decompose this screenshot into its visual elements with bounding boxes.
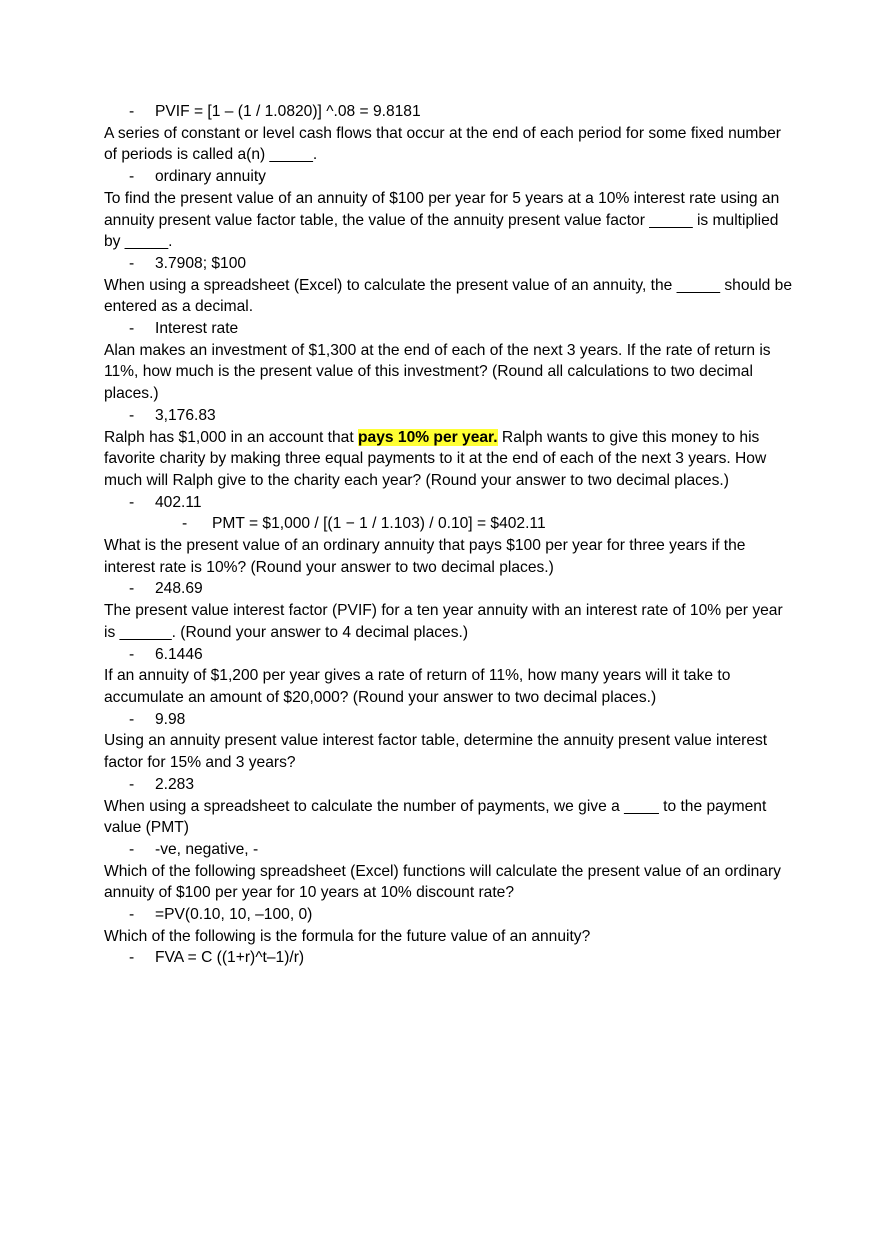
answer-item [104, 253, 794, 275]
question-item: If an annuity of $1,200 per year gives a rate of return of 11%, how many years will it take to accumulate an amount of $20,000? (Round your answer to two decimal places.) [104, 667, 731, 706]
answer-item [104, 318, 794, 340]
answer-text: 402.11 [155, 493, 202, 511]
answer-text: Interest rate [155, 320, 239, 338]
bullet-dash: - [129, 168, 135, 186]
answer-text: 3,176.83 [155, 406, 216, 424]
answer-item [104, 101, 794, 123]
answer-item [104, 709, 794, 731]
qa-list [104, 101, 794, 969]
answer-text: 3.7908; $100 [155, 254, 247, 272]
answer-item [104, 947, 794, 969]
answer-text: 2.283 [155, 775, 195, 793]
answer-item [104, 839, 794, 861]
bullet-dash: - [129, 580, 135, 598]
bullet-dash: - [129, 103, 135, 120]
highlighted-text: pays 10% per year. [358, 428, 498, 446]
answer-text: PMT = $1,000 / [(1 − 1 / 1.103) / 0.10] = $402.11 [212, 515, 546, 533]
bullet-dash: - [129, 493, 135, 511]
question-item: Alan makes an investment of $1,300 at the end of each of the next 3 years. If the rate of return is 11%, how much is the present value of this investment? (Round all calculations to two decimal places.) [104, 341, 771, 403]
answer-text: PVIF = [1 – (1 / 1.0820)] ^.08 = 9.8181 [155, 103, 421, 120]
answer-item [104, 578, 794, 600]
sub-answer-item [104, 513, 794, 535]
question-item-highlighted [104, 427, 794, 492]
answer-item [104, 166, 794, 188]
answer-text: 248.69 [155, 580, 203, 598]
answer-item [104, 904, 794, 926]
bullet-dash: - [129, 840, 135, 858]
question-item: When using a spreadsheet (Excel) to calculate the present value of an annuity, the _____ should be entered as a decimal. [104, 276, 793, 316]
question-item: A series of constant or level cash flows that occur at the end of each period for some fixed number of periods is called a(n) _____. [104, 124, 781, 164]
bullet-dash: - [129, 775, 135, 793]
question-text-after: Ralph wants to give this money to his favorite charity by making three equal payments to it at the end of each of the next 3 years. How much will Ralph give to the charity each year? (Round your answer to two decimal places.) [104, 428, 767, 489]
question-item: Using an annuity present value interest factor table, determine the annuity present value interest factor for 15% and 3 years? [104, 732, 768, 772]
bullet-dash: - [129, 320, 135, 338]
answer-text: FVA = C ((1+r)^t–1)/r) [155, 949, 305, 967]
answer-text: =PV(0.10, 10, –100, 0) [155, 906, 313, 924]
bullet-dash: - [129, 645, 135, 663]
question-item: What is the present value of an ordinary annuity that pays $100 per year for three years if the interest rate is 10%? (Round your answer to two decimal places.) [104, 537, 746, 576]
bullet-dash: - [129, 254, 135, 272]
question-item: The present value interest factor (PVIF) for a ten year annuity with an interest rate of 10% per year is ______. (Round your answer to 4 decimal places.) [104, 602, 783, 641]
answer-item [104, 405, 794, 427]
question-item: Which of the following is the formula for the future value of an annuity? [104, 927, 591, 945]
bullet-dash: - [129, 906, 135, 924]
answer-text: 6.1446 [155, 645, 203, 663]
answer-text: 9.98 [155, 710, 186, 728]
bullet-dash: - [129, 949, 135, 967]
bullet-dash: - [129, 710, 135, 728]
question-item: To find the present value of an annuity of $100 per year for 5 years at a 10% interest rate using an annuity present value factor table, the value of the annuity present value factor _____ is multiplied by _____. [104, 189, 780, 251]
question-item: When using a spreadsheet to calculate the number of payments, we give a ____ to the payment value (PMT) [104, 797, 767, 837]
answer-text: -ve, negative, - [155, 840, 259, 858]
answer-item [104, 492, 794, 514]
answer-item [104, 774, 794, 796]
bullet-dash: - [182, 515, 188, 533]
question-item: Which of the following spreadsheet (Excel) functions will calculate the present value of an ordinary annuity of $100 per year for 10 years at 10% discount rate? [104, 862, 781, 902]
bullet-dash: - [129, 406, 135, 424]
answer-text: ordinary annuity [155, 168, 266, 186]
question-text-before: Ralph has $1,000 in an account that [104, 428, 359, 446]
answer-item [104, 644, 794, 666]
